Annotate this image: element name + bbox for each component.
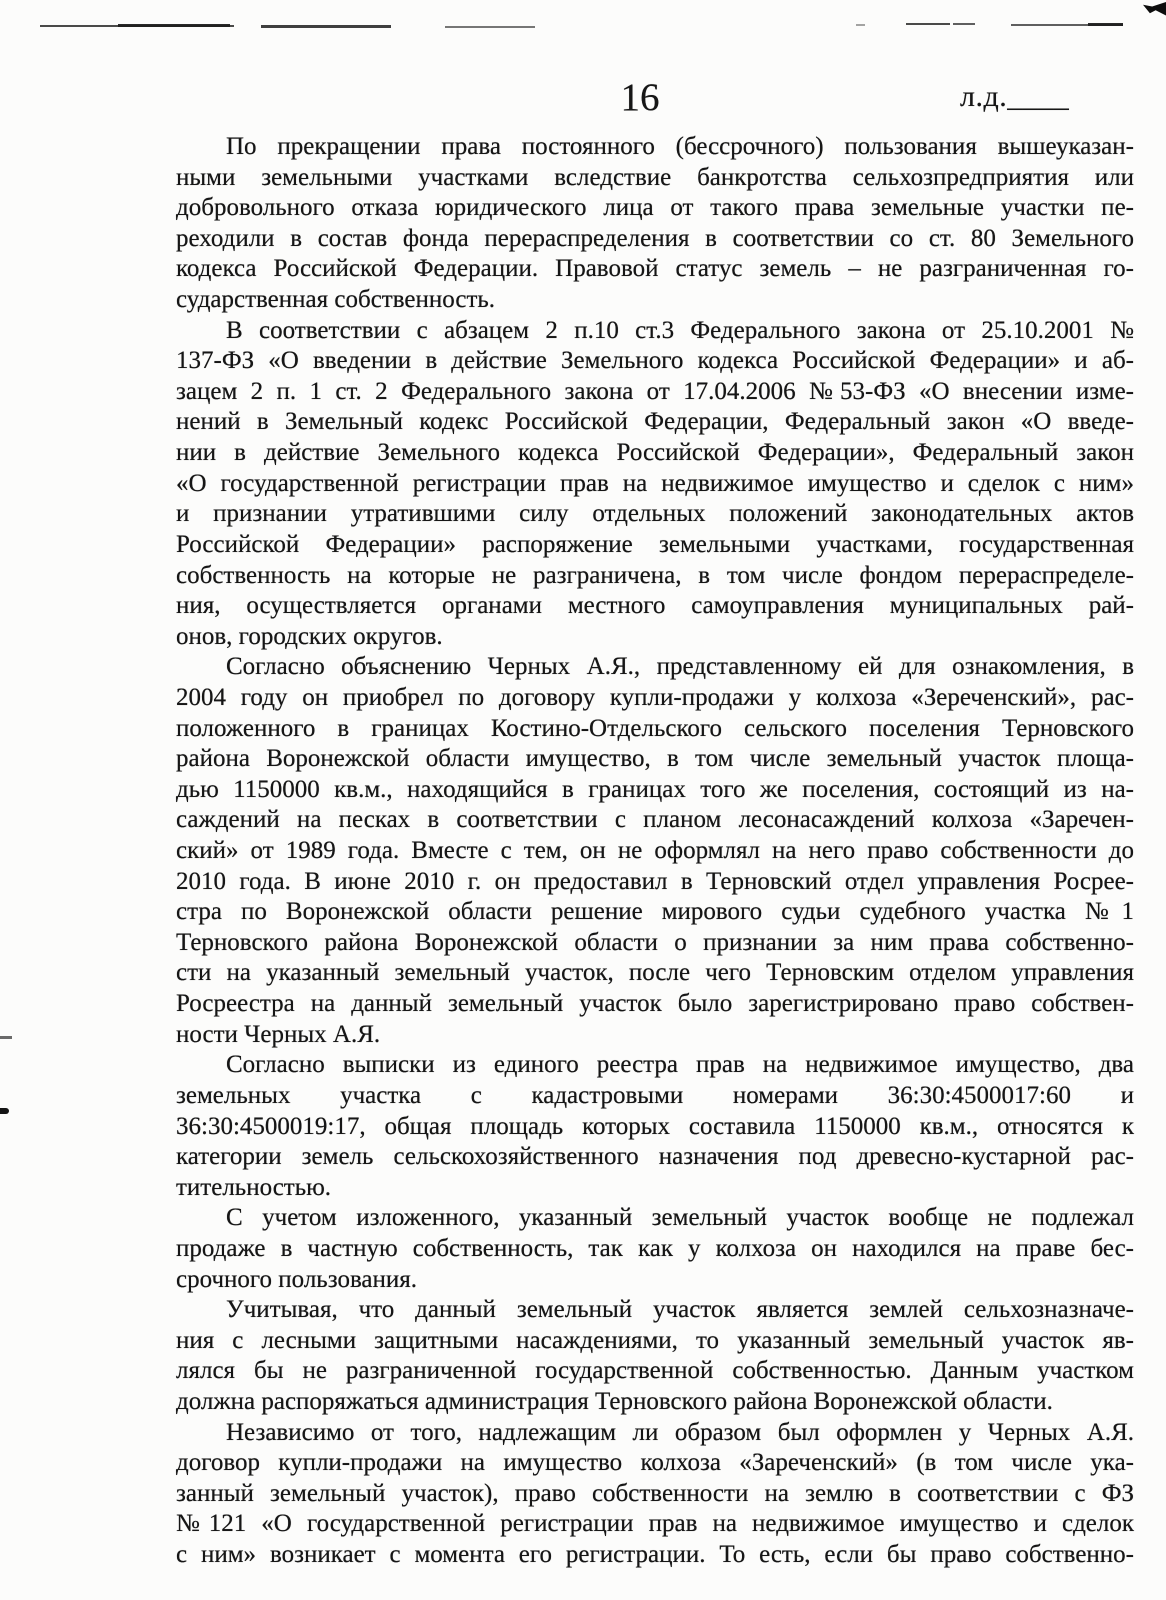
text-line: По прекращении права постоянного (бессрочного) пользования вышеуказан-: [226, 133, 1134, 160]
text-line: срочного пользования.: [176, 1265, 418, 1293]
text-line: 36:30:4500019:17, общая площадь которых составила 1150000 кв.м., относятся к: [176, 1112, 1134, 1140]
text-line: продаже в частную собственность, так как у колхоза он находился на праве бес-: [176, 1234, 1134, 1262]
text-line: собственность на которые не разграничена, в том числе фондом перераспределе-: [176, 561, 1134, 589]
text-line: дью 1150000 кв.м., находящийся в границах того же поселения, состоящий из на-: [176, 775, 1134, 803]
text-line: ности Черных А.Я.: [176, 1020, 381, 1048]
text-line: ния с лесными защитными насаждениями, то указанный земельный участок яв-: [176, 1326, 1134, 1354]
text-line: Росреестра на данный земельный участок было зарегистрировано право собствен-: [176, 990, 1134, 1018]
text-line: В соответствии с абзацем 2 п.10 ст.3 Федерального закона от 25.10.2001 №: [226, 316, 1134, 344]
text-line: ский» от 1989 года. Вместе с тем, он не оформлял на него право собственности до: [176, 837, 1134, 865]
scan-artifact: [0, 1036, 12, 1039]
text-line: нии в действие Земельного кодекса Российской Федерации», Федеральный закон: [176, 439, 1134, 467]
scan-artifact: [1088, 23, 1123, 26]
scan-artifact: [118, 24, 230, 27]
text-line: лялся бы не разграниченной государственной собственностью. Данным участком: [176, 1357, 1134, 1385]
scan-artifact: [906, 23, 950, 25]
text-line: «О государственной регистрации прав на недвижимое имущество и сделок с ним»: [176, 469, 1134, 497]
text-line: сти на указанный земельный участок, после чего Терновским отделом управления: [176, 959, 1134, 987]
document-body: [176, 132, 1134, 1571]
scan-artifact: [953, 23, 975, 25]
text-line: Согласно выписки из единого реестра прав на недвижимое имущество, два: [226, 1051, 1134, 1079]
text-line: ными земельными участками вследствие банкротства сельхозпредприятия или: [176, 163, 1134, 191]
text-line: стра по Воронежской области решение мирового судьи судебного участка №1: [176, 898, 1134, 926]
scan-artifact: [261, 25, 391, 28]
text-line: тительностью.: [176, 1173, 332, 1201]
text-line: договор купли-продажи на имущество колхоза «Зареченский» (в том числе ука-: [176, 1449, 1134, 1477]
scan-artifact-corner: [1143, 2, 1166, 17]
text-line: 2010 года. В июне 2010 г. он предоставил в Терновский отдел управления Росрее-: [176, 867, 1134, 895]
text-line: категории земель сельскохозяйственного назначения под древесно-кустарной рас-: [176, 1143, 1134, 1171]
text-line: №121 «О государственной регистрации прав на недвижимое имущество и сделок: [176, 1510, 1134, 1538]
page-number: 16: [620, 76, 660, 119]
text-line: нений в Земельный кодекс Российской Федерации, Федеральный закон «О введе-: [176, 408, 1134, 436]
text-line: Независимо от того, надлежащим ли образом был оформлен у Черных А.Я.: [226, 1418, 1134, 1446]
text-line: Терновского района Воронежской области о признании за ним права собственно-: [176, 928, 1134, 956]
scan-artifact: [856, 24, 865, 26]
text-line: реходили в состав фонда перераспределения в соответствии со ст. 80 Земельного: [176, 224, 1134, 252]
case-sheet-label: л.д.____: [960, 80, 1070, 113]
text-line: саждений на песках в соответствии с планом лесонасаждений колхоза «Заречен-: [176, 806, 1134, 834]
text-line: положенного в границах Костино-Отдельского сельского поселения Терновского: [176, 714, 1134, 742]
text-line: Учитывая, что данный земельный участок является землей сельхозназначе-: [226, 1296, 1134, 1324]
scan-artifact: [0, 1108, 9, 1114]
text-line: Согласно объяснению Черных А.Я., представленному ей для ознакомления, в: [226, 653, 1134, 681]
text-line: занный земельный участок), право собственности на землю в соответствии с ФЗ: [176, 1479, 1134, 1507]
text-line: онов, городских округов.: [176, 622, 443, 650]
text-line: Российской Федерации» распоряжение земельными участками, государственная: [176, 530, 1134, 558]
text-line: с ним» возникает с момента его регистрации. То есть, если бы право собственно-: [176, 1541, 1134, 1569]
text-line: земельных участка с кадастровыми номерами 36:30:4500017:60 и: [176, 1081, 1134, 1109]
text-line: ния, осуществляется органами местного самоуправления муниципальных рай-: [176, 592, 1134, 620]
text-line: должна распоряжаться администрация Терновского района Воронежской области.: [176, 1387, 1053, 1415]
text-line: кодекса Российской Федерации. Правовой статус земель – не разграниченная го-: [176, 255, 1134, 283]
text-line: 137-ФЗ «О введении в действие Земельного кодекса Российской Федерации» и аб-: [176, 347, 1134, 375]
text-line: С учетом изложенного, указанный земельный участок вообще не подлежал: [226, 1204, 1134, 1232]
text-line: сударственная собственность.: [176, 286, 496, 314]
text-line: и признании утратившими силу отдельных положений законодательных актов: [176, 500, 1134, 528]
text-line: 2004 году он приобрел по договору купли-продажи у колхоза «Зереченский», рас-: [176, 683, 1134, 711]
text-line: района Воронежской области имущество, в том числе земельный участок площа-: [176, 745, 1134, 773]
scan-artifact: [445, 26, 535, 28]
text-line: зацем 2 п. 1 ст. 2 Федерального закона от 17.04.2006 №53-ФЗ «О внесении изме-: [176, 377, 1134, 405]
text-line: добровольного отказа юридического лица от такого права земельные участки пе-: [176, 194, 1134, 222]
